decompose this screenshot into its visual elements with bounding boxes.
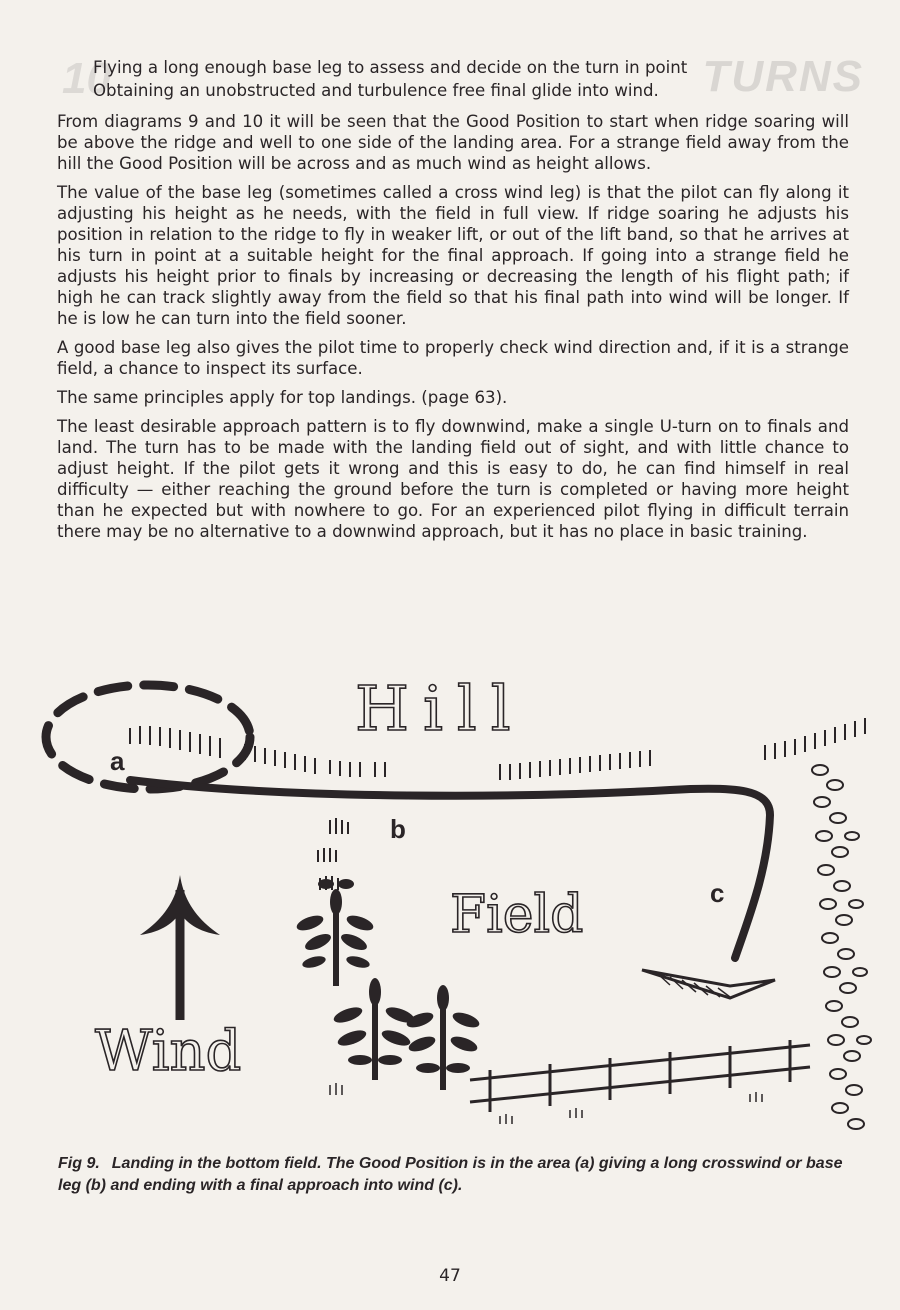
marker-c: c (710, 878, 725, 908)
landing-diagram (30, 640, 890, 1150)
wind-arrow-icon (140, 875, 220, 1020)
paragraph: From diagrams 9 and 10 it will be seen that the Good Position to start when ridge soaring will be above the ridge and well to one side of the landing area. For a strange field away from the hill the Good Position will be across and as much wind as height allows. (57, 112, 849, 173)
tree-icon (332, 978, 416, 1080)
hang-glider-icon (642, 970, 775, 998)
body-text (57, 57, 849, 550)
paragraph: The same principles apply for top landings. (page 63). (57, 388, 508, 407)
paragraph: A good base leg also gives the pilot time to properly check wind direction and, if it is a strange field, a chance to inspect its surface. (57, 338, 849, 378)
marker-a: a (110, 746, 125, 776)
wind-label: Wind (95, 1019, 242, 1084)
bleed-through-heading-left: 10 (62, 54, 111, 103)
page-number: 47 (439, 1266, 461, 1286)
bleed-through-heading: TURNS (702, 52, 864, 101)
paragraph: Obtaining an unobstructed and turbulence free final glide into wind. (93, 81, 659, 100)
paragraph: The value of the base leg (sometimes called a cross wind leg) is that the pilot can fly along it adjusting his height as he needs, with the field in full view. If ridge soaring he adjusts his position in relation to the ridge to fly in weaker lift, or out of the lift band, so that he arrives at his turn in point at a suitable height for the final approach. If going into a strange field he adjusts his height prior to finals by increasing or decreasing the length of his flight path; if high he can track slightly away from the field so that his final path into wind will be longer. If he is low he can turn into the field sooner. (57, 183, 849, 328)
hill-label: Hill (355, 672, 525, 745)
field-label: Field (450, 885, 584, 945)
paragraph: The least desirable approach pattern is to fly downwind, make a single U-turn on to finals and land. The turn has to be made with the landing field out of sight, and with little chance to adjust height. If the pilot gets it wrong and this is easy to do, he can find himself in real difficulty — either reaching the ground before the turn is completed or having more height than he expected but with nowhere to go. For an experienced pilot flying in difficult terrain there may be no alternative to a downwind approach, but it has no place in basic training. (57, 417, 849, 541)
caption-text: Landing in the bottom field. The Good Position is in the area (a) giving a long crosswind or base leg (b) and ending with a final approach into wind (c). (58, 1155, 843, 1194)
good-position-area (46, 685, 250, 789)
grass-hatching (330, 1083, 762, 1124)
hedge-icon (812, 765, 871, 1129)
fence-icon (470, 1040, 810, 1112)
paragraph: Flying a long enough base leg to assess and decide on the turn in point (93, 58, 688, 77)
marker-b: b (390, 814, 406, 844)
figure-caption (58, 1153, 858, 1197)
bush-hatching (318, 818, 348, 890)
tree-icon (405, 985, 481, 1090)
caption-label: Fig 9. (58, 1155, 100, 1172)
tree-icon (295, 879, 375, 986)
